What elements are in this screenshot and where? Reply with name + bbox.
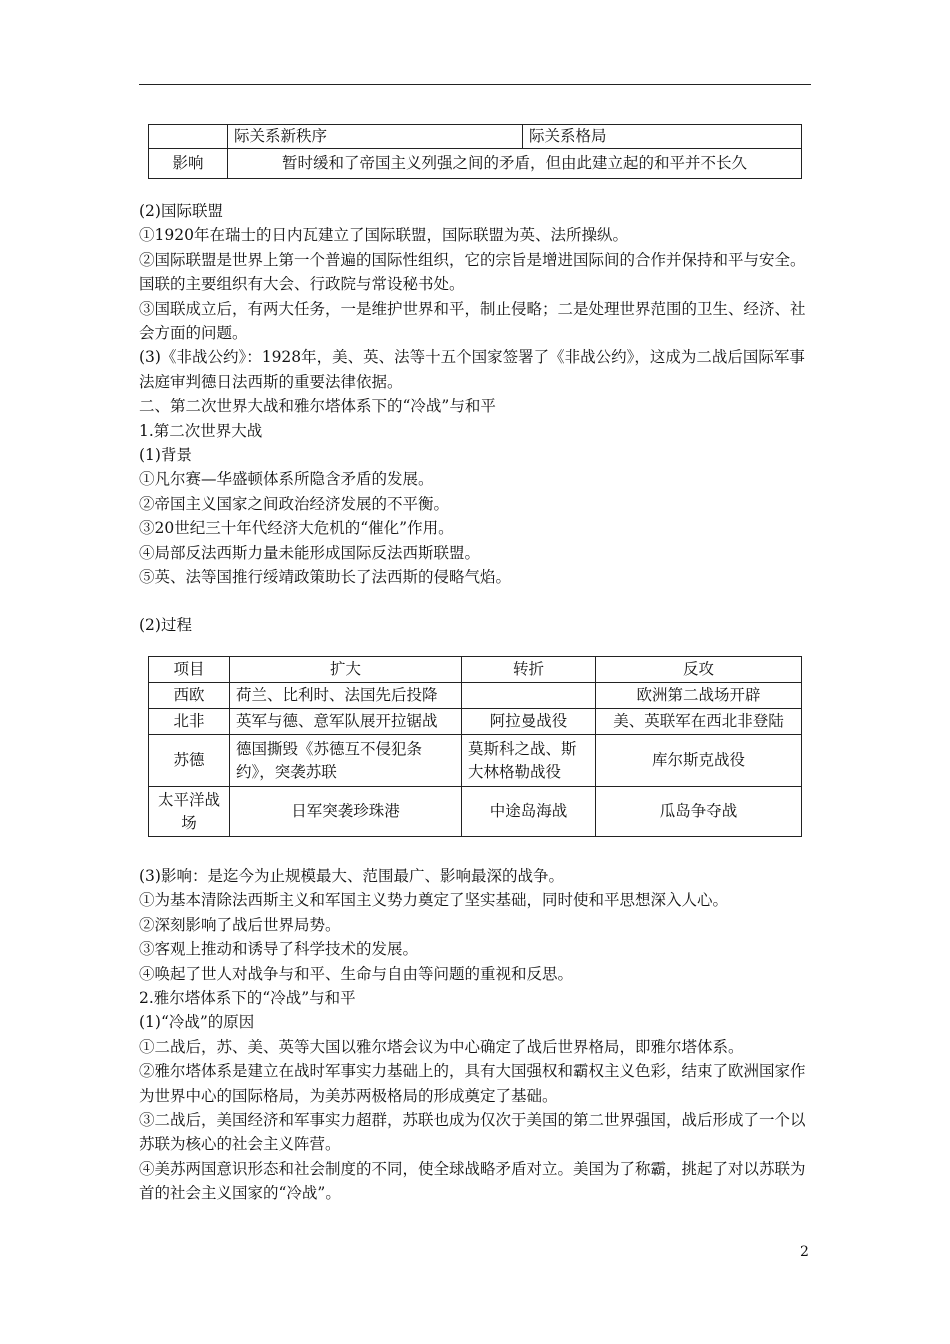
table-cell: 日军突袭珍珠港 — [230, 787, 462, 837]
sub-heading: (1)“冷战”的原因 — [139, 1013, 255, 1032]
list-item: ①二战后，苏、美、英等大国以雅尔塔会议为中心确定了战后世界格局，即雅尔塔体系。 — [139, 1037, 744, 1056]
list-item: ④美苏两国意识形态和社会制度的不同，使全球战略矛盾对立。美国为了称霸，挑起了对以苏联为首的社会主义国家的“冷战”。 — [139, 1159, 806, 1203]
table-row — [149, 683, 802, 709]
table-cell: 瓜岛争夺战 — [596, 787, 802, 837]
list-item: ③20世纪三十年代经济大危机的“催化”作用。 — [139, 519, 454, 538]
table-cell — [149, 125, 228, 149]
table-cell: 西欧 — [149, 683, 230, 709]
table-cell: 苏德 — [149, 735, 230, 787]
table-cell: 库尔斯克战役 — [596, 735, 802, 787]
list-item: ②帝国主义国家之间政治经济发展的不平衡。 — [139, 494, 450, 513]
table-cell: 欧洲第二战场开辟 — [596, 683, 802, 709]
sub-heading: 2.雅尔塔体系下的“冷战”与和平 — [139, 989, 356, 1008]
table-row — [149, 125, 802, 149]
header-rule — [139, 84, 811, 85]
table-cell: 中途岛海战 — [462, 787, 596, 837]
list-item: ④局部反法西斯力量未能形成国际反法西斯联盟。 — [139, 543, 481, 562]
table-header-cell: 扩大 — [230, 657, 462, 683]
list-item: ③国联成立后，有两大任务，一是维护世界和平，制止侵略；二是处理世界范围的卫生、经济、社会方面的问题。 — [139, 299, 806, 343]
list-item: ②雅尔塔体系是建立在战时军事实力基础上的，具有大国强权和霸权主义色彩，结束了欧洲国家作为世界中心的国际格局，为美苏两极格局的形成奠定了基础。 — [139, 1062, 806, 1105]
table-cell: 阿拉曼战役 — [462, 709, 596, 735]
table-cell: 英军与德、意军队展开拉锯战 — [230, 709, 462, 735]
list-item: ③客观上推动和诱导了科学技术的发展。 — [139, 940, 419, 959]
table-treaty-impact — [148, 124, 802, 179]
table-row — [149, 149, 802, 179]
sub-heading: (3)影响：是迄今为止规模最大、范围最广、影响最深的战争。 — [139, 867, 564, 885]
list-item: ②国际联盟是世界上第一个普遍的国际性组织，它的宗旨是增进国际间的合作并保持和平与安全。国联的主要组织有大会、行政院与常设秘书处。 — [139, 250, 806, 294]
list-item: ④唤起了世人对战争与和平、生命与自由等问题的重视和反思。 — [139, 964, 574, 983]
table-cell-label: 影响 — [149, 149, 228, 179]
table-cell: 北非 — [149, 709, 230, 735]
table-cell: 德国撕毁《苏德互不侵犯条约》，突袭苏联 — [230, 735, 462, 787]
section-heading: (2)国际联盟 — [139, 202, 223, 220]
table-cell: 荷兰、比利时、法国先后投降 — [230, 683, 462, 709]
table-cell — [462, 683, 596, 709]
sub-heading: (1)背景 — [139, 446, 192, 465]
table-cell: 际关系格局 — [523, 125, 802, 149]
page-number: 2 — [800, 1244, 809, 1260]
table-cell: 太平洋战场 — [149, 787, 230, 837]
body-text — [139, 199, 811, 637]
table-row — [149, 735, 802, 787]
body-text-lower — [139, 864, 811, 1206]
sub-heading: (2)过程 — [139, 615, 192, 634]
table-cell: 美、英联军在西北非登陆 — [596, 709, 802, 735]
table-header-cell: 反攻 — [596, 657, 802, 683]
list-item: ⑤英、法等国推行绥靖政策助长了法西斯的侵略气焰。 — [139, 568, 512, 587]
table-header-cell: 项目 — [149, 657, 230, 683]
sub-heading: 1.第二次世界大战 — [139, 421, 263, 440]
table-ww2-process — [148, 656, 802, 837]
list-item: ①凡尔赛—华盛顿体系所隐含矛盾的发展。 — [139, 470, 434, 489]
table-cell: 暂时缓和了帝国主义列强之间的矛盾，但由此建立起的和平并不长久 — [228, 149, 802, 179]
table-header-row — [149, 657, 802, 683]
table-header-cell: 转折 — [462, 657, 596, 683]
table-cell: 莫斯科之战、斯大林格勒战役 — [462, 735, 596, 787]
list-item: ①1920年在瑞士的日内瓦建立了国际联盟，国际联盟为英、法所操纵。 — [139, 226, 628, 245]
table-cell: 际关系新秩序 — [228, 125, 523, 149]
section-heading: 二、第二次世界大战和雅尔塔体系下的“冷战”与和平 — [139, 397, 496, 416]
list-item: ②深刻影响了战后世界局势。 — [139, 915, 341, 934]
list-item: ③二战后，美国经济和军事实力超群，苏联也成为仅次于美国的第二世界强国，战后形成了一个以苏联为核心的社会主义阵营。 — [139, 1111, 806, 1154]
table-row — [149, 787, 802, 837]
paragraph: (3)《非战公约》：1928年，美、英、法等十五个国家签署了《非战公约》，这成为二战后国际军事法庭审判德日法西斯的重要法律依据。 — [139, 348, 805, 391]
table-row — [149, 709, 802, 735]
list-item: ①为基本清除法西斯主义和军国主义势力奠定了坚实基础，同时使和平思想深入人心。 — [139, 891, 729, 910]
